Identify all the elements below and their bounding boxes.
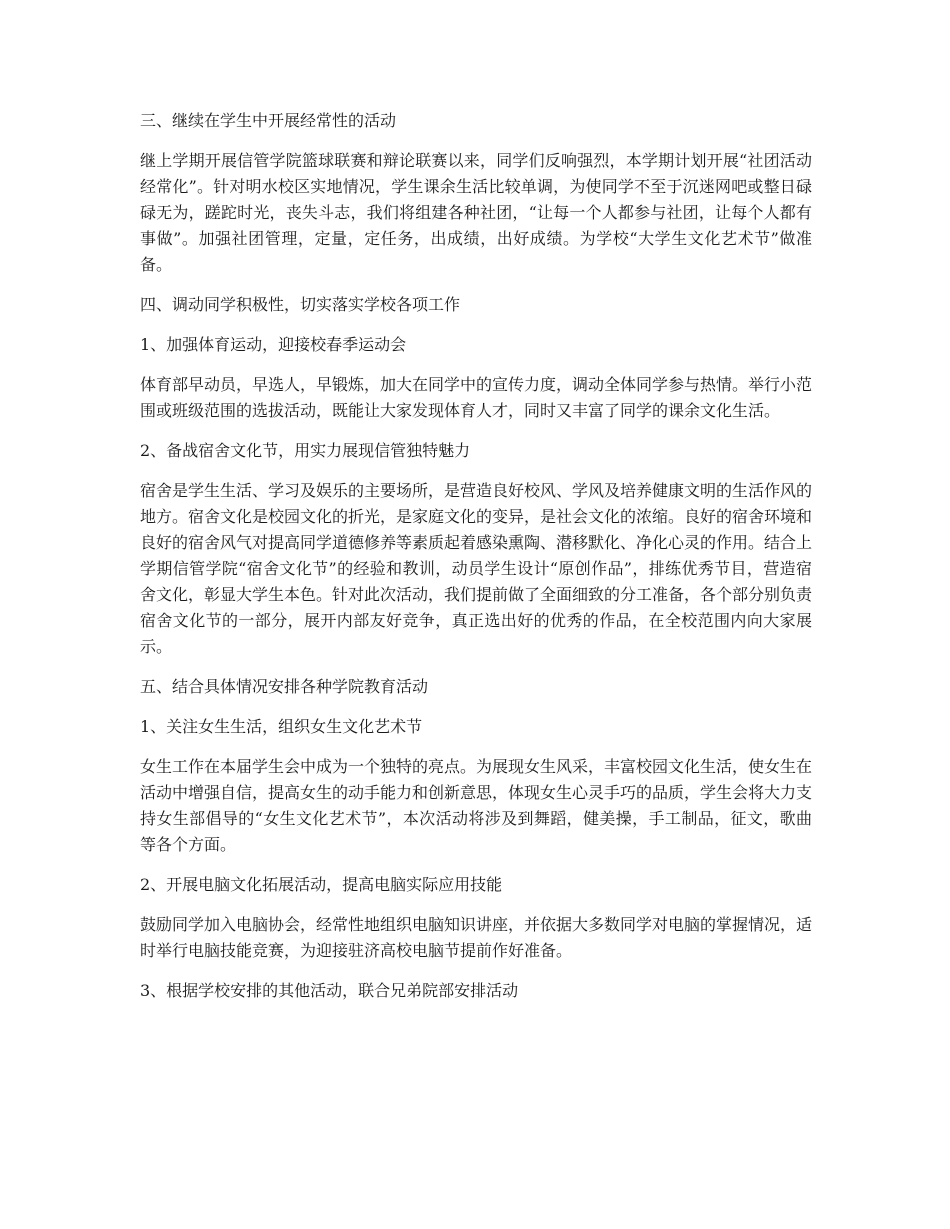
paragraph-sports: 体育部早动员，早选人，早锻炼，加大在同学中的宣传力度，调动全体同学参与热情。举行小范围或班级范围的选拔活动，既能让大家发现体育人才，同时又丰富了同学的课余文化生活。 [140, 375, 813, 420]
subheading-other-activities: 3、根据学校安排的其他活动，联合兄弟院部安排活动 [140, 981, 519, 1000]
document-page [140, 108, 812, 1018]
section-heading-3: 三、继续在学生中开展经常性的活动 [140, 111, 397, 130]
subheading-female-festival: 1、关注女生生活，组织女生文化艺术节 [140, 717, 423, 736]
paragraph-club-activities: 继上学期开展信管学院篮球联赛和辩论联赛以来，同学们反响强烈，本学期计划开展“社团活动经常化”。针对明水校区实地情况，学生课余生活比较单调，为使同学不至于沉迷网吧或整日碌碌无为，蹉跎时光，丧失斗志，我们将组建各种社团，“让每一个人都参与社团，让每个人都有事做”。加强社团管理，定量，定任务，出成绩，出好成绩。为学校“大学生文化艺术节”做准备。 [140, 151, 812, 274]
paragraph-female-festival: 女生工作在本届学生会中成为一个独特的亮点。为展现女生风采，丰富校园文化生活，使女生在活动中增强自信，提高女生的动手能力和创新意思，体现女生心灵手巧的品质，学生会将大力支持女生部倡导的“女生文化艺术节”，本次活动将涉及到舞蹈，健美操，手工制品，征文，歌曲等各个方面。 [140, 757, 813, 854]
subheading-dorm-festival: 2、备战宿舍文化节，用实力展现信管独特魅力 [140, 441, 471, 460]
section-heading-5: 五、结合具体情况安排各种学院教育活动 [140, 677, 429, 696]
subheading-computer-culture: 2、开展电脑文化拓展活动，提高电脑实际应用技能 [140, 875, 503, 894]
section-heading-4: 四、调动同学积极性，切实落实学校各项工作 [140, 295, 461, 314]
paragraph-computer-culture: 鼓励同学加入电脑协会，经常性地组织电脑知识讲座，并依据大多数同学对电脑的掌握情况，适时举行电脑技能竞赛，为迎接驻济高校电脑节提前作好准备。 [140, 915, 813, 960]
subheading-sports: 1、加强体育运动，迎接校春季运动会 [140, 335, 407, 354]
paragraph-dorm-festival: 宿舍是学生生活、学习及娱乐的主要场所，是营造良好校风、学风及培养健康文明的生活作风的地方。宿舍文化是校园文化的折光，是家庭文化的变异，是社会文化的浓缩。良好的宿舍环境和良好的宿舍风气对提高同学道德修养等素质起着感染熏陶、潜移默化、净化心灵的作用。结合上学期信管学院“宿舍文化节”的经验和教训，动员学生设计“原创作品”，排练优秀节目，营造宿舍文化，彰显大学生本色。针对此次活动，我们提前做了全面细致的分工准备，各个部分别负责宿舍文化节的一部分，展开内部友好竞争，真正选出好的优秀的作品，在全校范围内向大家展示。 [140, 481, 813, 656]
